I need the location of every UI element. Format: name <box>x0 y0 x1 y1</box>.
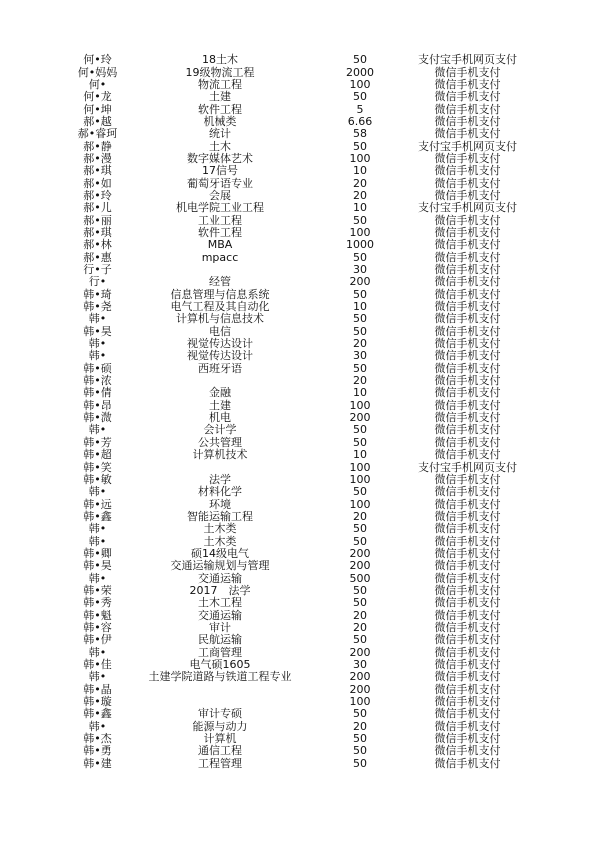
major-cell: 能源与动力 <box>192 719 248 733</box>
amount-cell: 50 <box>353 534 367 548</box>
major-cell: 19级物流工程 <box>185 65 255 79</box>
major-cell <box>135 684 305 696</box>
payment-method-cell: 微信手机支付 <box>434 633 501 647</box>
payment-method-cell: 微信手机支付 <box>434 238 501 252</box>
major-cell: 通信工程 <box>198 744 242 758</box>
table-row <box>60 634 520 646</box>
major-cell: 计算机技术 <box>192 448 248 462</box>
donor-name-cell: 郝•玲 <box>83 188 112 202</box>
major-cell: 土建学院道路与铁道工程专业 <box>148 670 292 684</box>
payment-method-cell: 微信手机支付 <box>434 151 501 165</box>
amount-cell: 20 <box>353 176 367 190</box>
amount-cell: 50 <box>353 435 367 449</box>
donor-name-cell: 韩• <box>88 312 107 326</box>
amount-cell: 100 <box>349 695 371 709</box>
donor-name-cell: 郝•越 <box>83 114 112 128</box>
major-cell: 工商管理 <box>198 645 242 659</box>
table-row <box>60 424 520 436</box>
donor-name-cell: 韩• <box>88 349 107 363</box>
amount-cell: 50 <box>353 361 367 375</box>
donor-name-cell: 韩•昂 <box>83 398 112 412</box>
donor-name-cell: 行• <box>88 275 107 289</box>
amount-cell: 200 <box>349 546 371 560</box>
payment-method-cell: 微信手机支付 <box>434 682 501 696</box>
payment-method-cell: 微信手机支付 <box>434 250 501 264</box>
table-row <box>60 461 520 473</box>
major-cell: 电信 <box>209 324 231 338</box>
payment-method-cell: 微信手机支付 <box>434 645 501 659</box>
payment-method-cell: 微信手机支付 <box>434 435 501 449</box>
major-cell: 统计 <box>209 127 231 141</box>
amount-cell: 50 <box>353 732 367 746</box>
donor-name-cell: 郝•漫 <box>83 151 112 165</box>
donor-name-cell: 韩• <box>88 645 107 659</box>
amount-cell: 50 <box>353 250 367 264</box>
payment-method-cell: 微信手机支付 <box>434 756 501 770</box>
amount-cell: 100 <box>349 151 371 165</box>
table-row <box>60 671 520 683</box>
table-row <box>60 609 520 621</box>
payment-method-cell: 微信手机支付 <box>434 312 501 326</box>
donor-name-cell: 何•妈妈 <box>77 65 118 79</box>
payment-method-cell: 微信手机支付 <box>434 509 501 523</box>
major-cell: 会展 <box>209 188 231 202</box>
table-row <box>60 758 520 770</box>
major-cell: 工业工程 <box>198 213 242 227</box>
donor-name-cell: 韩• <box>88 485 107 499</box>
major-cell: 电气硕1605 <box>189 658 251 672</box>
amount-cell: 20 <box>353 337 367 351</box>
donor-name-cell: 韩•昊 <box>83 324 112 338</box>
table-row <box>60 202 520 214</box>
donor-name-cell: 韩•超 <box>83 448 112 462</box>
payment-method-cell: 微信手机支付 <box>434 448 501 462</box>
payment-method-cell: 微信手机支付 <box>434 707 501 721</box>
major-cell: 审计专硕 <box>198 707 242 721</box>
major-cell: 物流工程 <box>198 77 242 91</box>
amount-cell: 6.66 <box>347 114 373 128</box>
payment-method-cell: 微信手机支付 <box>434 127 501 141</box>
major-cell: 土木工程 <box>198 596 242 610</box>
donor-name-cell: 韩• <box>88 719 107 733</box>
amount-cell: 10 <box>353 201 367 215</box>
payment-method-cell: 微信手机支付 <box>434 300 501 314</box>
major-cell: 视觉传达设计 <box>187 349 253 363</box>
payment-method-cell: 微信手机支付 <box>434 670 501 684</box>
amount-cell: 10 <box>353 448 367 462</box>
major-cell: 土建 <box>209 90 231 104</box>
major-cell: 法学 <box>209 472 231 486</box>
donor-name-cell: 韩•容 <box>83 620 112 634</box>
table-row <box>60 572 520 584</box>
amount-cell: 500 <box>349 571 371 585</box>
major-cell: 电气工程及其自动化 <box>170 300 270 314</box>
amount-cell: 100 <box>349 460 371 474</box>
donor-name-cell: 郝•惠 <box>83 250 112 264</box>
amount-cell: 10 <box>353 300 367 314</box>
amount-cell: 20 <box>353 188 367 202</box>
donor-name-cell: 何•坤 <box>83 102 112 116</box>
donor-name-cell: 韩•魁 <box>83 608 112 622</box>
payment-method-cell: 微信手机支付 <box>434 114 501 128</box>
amount-cell: 200 <box>349 670 371 684</box>
amount-cell: 100 <box>349 398 371 412</box>
table-row <box>60 597 520 609</box>
amount-cell: 200 <box>349 411 371 425</box>
major-cell: 交通运输 <box>198 571 242 585</box>
payment-method-cell: 微信手机支付 <box>434 522 501 536</box>
major-cell: 西班牙语 <box>198 361 242 375</box>
payment-method-cell: 微信手机支付 <box>434 608 501 622</box>
major-cell: 2017 法学 <box>189 583 251 597</box>
payment-method-cell: 微信手机支付 <box>434 559 501 573</box>
amount-cell: 50 <box>353 756 367 770</box>
major-cell: 民航运输 <box>198 633 242 647</box>
donor-name-cell: 韩•溦 <box>83 411 112 425</box>
table-row <box>60 560 520 572</box>
payment-method-cell: 微信手机支付 <box>434 423 501 437</box>
payment-method-cell: 微信手机支付 <box>434 658 501 672</box>
donor-name-cell: 何•龙 <box>83 90 112 104</box>
payment-method-cell: 支付宝手机网页支付 <box>418 53 517 67</box>
donor-name-cell: 郝•如 <box>83 176 112 190</box>
table-row <box>60 387 520 399</box>
payment-method-cell: 微信手机支付 <box>434 571 501 585</box>
table-row <box>60 350 520 362</box>
payment-method-cell: 微信手机支付 <box>434 386 501 400</box>
major-cell: 土木类 <box>203 522 237 536</box>
donor-name-cell: 何• <box>88 77 107 91</box>
donor-name-cell: 韩•建 <box>83 756 112 770</box>
amount-cell: 50 <box>353 522 367 536</box>
table-row <box>60 449 520 461</box>
major-cell: 17信号 <box>202 164 238 178</box>
major-cell: 金融 <box>209 386 231 400</box>
donor-name-cell: 韩• <box>88 571 107 585</box>
payment-method-cell: 微信手机支付 <box>434 337 501 351</box>
major-cell: 交通运输规划与管理 <box>170 559 270 573</box>
table-row <box>60 276 520 288</box>
payment-method-cell: 微信手机支付 <box>434 287 501 301</box>
payment-method-cell: 微信手机支付 <box>434 719 501 733</box>
table-row <box>60 498 520 510</box>
table-row <box>60 486 520 498</box>
payment-method-cell: 支付宝手机网页支付 <box>418 139 517 153</box>
major-cell: 机电 <box>209 411 231 425</box>
donor-name-cell: 韩•秀 <box>83 596 112 610</box>
major-cell: 视觉传达设计 <box>187 337 253 351</box>
table-row <box>60 128 520 140</box>
table-row <box>60 535 520 547</box>
amount-cell: 50 <box>353 139 367 153</box>
donor-name-cell: 韩• <box>88 670 107 684</box>
payment-method-cell: 微信手机支付 <box>434 361 501 375</box>
amount-cell: 30 <box>353 658 367 672</box>
donor-name-cell: 行•子 <box>83 263 112 277</box>
major-cell: 审计 <box>209 620 231 634</box>
amount-cell: 100 <box>349 77 371 91</box>
table-row <box>60 313 520 325</box>
major-cell: 经管 <box>209 275 231 289</box>
donor-name-cell: 郝•林 <box>83 238 112 252</box>
donor-name-cell: 韩•伊 <box>83 633 112 647</box>
donor-name-cell: 韩•鑫 <box>83 509 112 523</box>
major-cell: 葡萄牙语专业 <box>187 176 253 190</box>
amount-cell: 30 <box>353 349 367 363</box>
payment-method-cell: 微信手机支付 <box>434 620 501 634</box>
donor-name-cell: 韩•杰 <box>83 732 112 746</box>
major-cell: 计算机 <box>203 732 237 746</box>
amount-cell: 50 <box>353 324 367 338</box>
payment-method-cell: 微信手机支付 <box>434 695 501 709</box>
donor-name-cell: 郝•琪 <box>83 164 112 178</box>
payment-method-cell: 微信手机支付 <box>434 90 501 104</box>
table-row <box>60 523 520 535</box>
payment-method-cell: 微信手机支付 <box>434 164 501 178</box>
amount-cell: 50 <box>353 53 367 67</box>
major-cell: 土建 <box>209 398 231 412</box>
table-row <box>60 91 520 103</box>
amount-cell: 50 <box>353 744 367 758</box>
payment-method-cell: 微信手机支付 <box>434 472 501 486</box>
donor-name-cell: 韩•倩 <box>83 386 112 400</box>
donor-name-cell: 何•玲 <box>83 53 112 67</box>
table-row <box>60 647 520 659</box>
major-cell: 智能运输工程 <box>187 509 253 523</box>
amount-cell: 1000 <box>346 238 374 252</box>
donor-name-cell: 郝•睿珂 <box>77 127 118 141</box>
table-row <box>60 140 520 152</box>
payment-method-cell: 微信手机支付 <box>434 497 501 511</box>
donor-name-cell: 韩•敏 <box>83 472 112 486</box>
major-cell: 信息管理与信息系统 <box>170 287 270 301</box>
major-cell: 硕14级电气 <box>191 546 249 560</box>
payment-method-cell: 微信手机支付 <box>434 188 501 202</box>
amount-cell: 50 <box>353 287 367 301</box>
major-cell: 材料化学 <box>198 485 242 499</box>
donor-name-cell: 韩•琦 <box>83 287 112 301</box>
donor-name-cell: 韩•卿 <box>83 546 112 560</box>
payment-method-cell: 微信手机支付 <box>434 65 501 79</box>
amount-cell: 100 <box>349 225 371 239</box>
donor-name-cell: 韩•硕 <box>83 361 112 375</box>
amount-cell: 200 <box>349 645 371 659</box>
donor-name-cell: 韩•璇 <box>83 695 112 709</box>
donor-name-cell: 韩• <box>88 522 107 536</box>
donor-name-cell: 韩•鑫 <box>83 707 112 721</box>
payment-method-cell: 微信手机支付 <box>434 485 501 499</box>
donor-name-cell: 郝•丽 <box>83 213 112 227</box>
payment-method-cell: 微信手机支付 <box>434 546 501 560</box>
major-cell: 计算机与信息技术 <box>176 312 264 326</box>
payment-method-cell: 微信手机支付 <box>434 732 501 746</box>
payment-method-cell: 微信手机支付 <box>434 263 501 277</box>
donor-name-cell: 韩•浓 <box>83 374 112 388</box>
amount-cell: 58 <box>353 127 367 141</box>
amount-cell: 10 <box>353 164 367 178</box>
major-cell: 土木类 <box>203 534 237 548</box>
amount-cell: 50 <box>353 312 367 326</box>
major-cell: 土木 <box>209 139 231 153</box>
donor-name-cell: 韩•笑 <box>83 460 112 474</box>
amount-cell: 10 <box>353 386 367 400</box>
amount-cell: 20 <box>353 719 367 733</box>
donor-name-cell: 韩•芳 <box>83 435 112 449</box>
amount-cell: 100 <box>349 497 371 511</box>
payment-method-cell: 微信手机支付 <box>434 225 501 239</box>
donor-name-cell: 郝•静 <box>83 139 112 153</box>
payment-method-cell: 微信手机支付 <box>434 374 501 388</box>
amount-cell: 50 <box>353 707 367 721</box>
major-cell: 软件工程 <box>198 102 242 116</box>
donor-name-cell: 韩•勇 <box>83 744 112 758</box>
amount-cell: 20 <box>353 620 367 634</box>
table-row <box>60 54 520 66</box>
payment-method-cell: 微信手机支付 <box>434 349 501 363</box>
amount-cell: 5 <box>356 102 364 116</box>
donation-table-body <box>60 54 520 770</box>
table-row <box>60 252 520 264</box>
donor-name-cell: 韩• <box>88 534 107 548</box>
amount-cell: 20 <box>353 608 367 622</box>
major-cell <box>135 461 305 473</box>
table-row <box>60 66 520 78</box>
payment-method-cell: 支付宝手机网页支付 <box>418 201 517 215</box>
payment-method-cell: 微信手机支付 <box>434 213 501 227</box>
table-row <box>60 103 520 115</box>
amount-cell: 50 <box>353 583 367 597</box>
donation-table <box>60 54 520 770</box>
donor-name-cell: 郝•琪 <box>83 225 112 239</box>
major-cell: 工程管理 <box>198 756 242 770</box>
amount-cell: 50 <box>353 213 367 227</box>
major-cell: 环境 <box>209 497 231 511</box>
amount-cell: 200 <box>349 559 371 573</box>
payment-method-cell: 微信手机支付 <box>434 411 501 425</box>
table-row <box>60 177 520 189</box>
amount-cell: 2000 <box>346 65 374 79</box>
donor-name-cell: 韩•尧 <box>83 300 112 314</box>
table-row <box>60 214 520 226</box>
payment-method-cell: 微信手机支付 <box>434 398 501 412</box>
amount-cell: 50 <box>353 485 367 499</box>
amount-cell: 200 <box>349 682 371 696</box>
amount-cell: 50 <box>353 90 367 104</box>
major-cell: 18土木 <box>202 53 238 67</box>
amount-cell: 100 <box>349 472 371 486</box>
payment-method-cell: 微信手机支付 <box>434 275 501 289</box>
donor-name-cell: 韩• <box>88 423 107 437</box>
amount-cell: 50 <box>353 423 367 437</box>
donor-name-cell: 韩•晶 <box>83 682 112 696</box>
donor-name-cell: 韩•佳 <box>83 658 112 672</box>
table-row <box>60 708 520 720</box>
major-cell: 会计学 <box>203 423 237 437</box>
payment-method-cell: 微信手机支付 <box>434 534 501 548</box>
amount-cell: 50 <box>353 596 367 610</box>
table-row <box>60 165 520 177</box>
major-cell: MBA <box>207 238 233 252</box>
amount-cell: 50 <box>353 633 367 647</box>
payment-method-cell: 微信手机支付 <box>434 102 501 116</box>
table-row <box>60 239 520 251</box>
major-cell: 公共管理 <box>198 435 242 449</box>
table-row <box>60 745 520 757</box>
major-cell: 交通运输 <box>198 608 242 622</box>
payment-method-cell: 支付宝手机网页支付 <box>418 460 517 474</box>
payment-method-cell: 微信手机支付 <box>434 583 501 597</box>
major-cell: mpacc <box>201 250 239 264</box>
payment-method-cell: 微信手机支付 <box>434 744 501 758</box>
payment-method-cell: 微信手机支付 <box>434 324 501 338</box>
donor-name-cell: 郝•儿 <box>83 201 112 215</box>
amount-cell: 20 <box>353 374 367 388</box>
amount-cell: 20 <box>353 509 367 523</box>
major-cell: 机电学院工业工程 <box>176 201 264 215</box>
major-cell: 软件工程 <box>198 225 242 239</box>
payment-method-cell: 微信手机支付 <box>434 77 501 91</box>
payment-method-cell: 微信手机支付 <box>434 176 501 190</box>
major-cell: 机械类 <box>203 114 237 128</box>
donor-name-cell: 韩• <box>88 337 107 351</box>
donor-name-cell: 韩•荣 <box>83 583 112 597</box>
payment-method-cell: 微信手机支付 <box>434 596 501 610</box>
amount-cell: 30 <box>353 263 367 277</box>
amount-cell: 200 <box>349 275 371 289</box>
major-cell: 数字媒体艺术 <box>187 151 253 165</box>
donor-name-cell: 韩•远 <box>83 497 112 511</box>
donor-name-cell: 韩•昊 <box>83 559 112 573</box>
